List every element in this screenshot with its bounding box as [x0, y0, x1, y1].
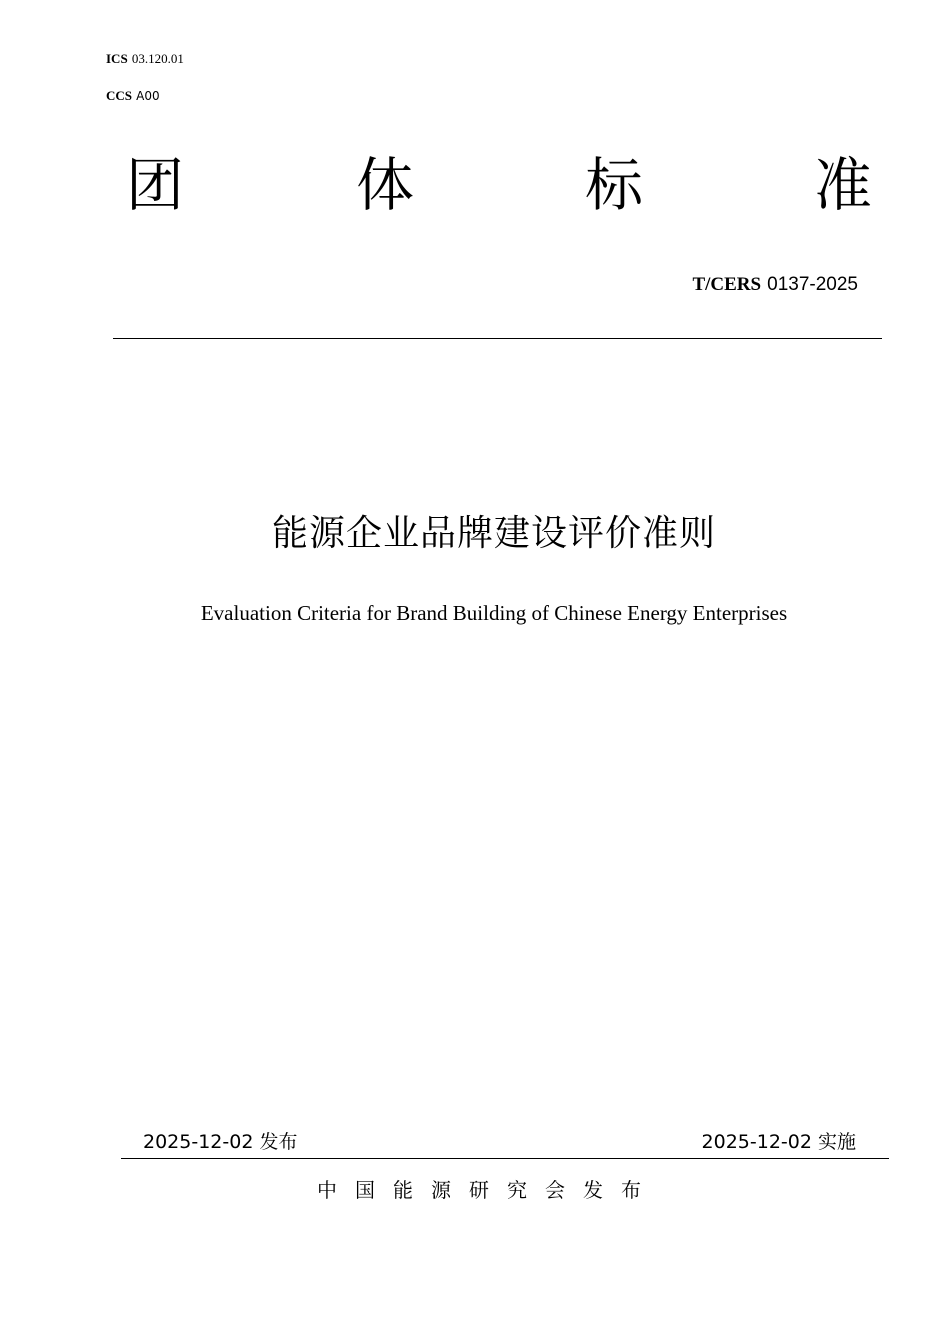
standard-type-char-4: 准: [813, 151, 872, 219]
publish-date-line: [143, 1129, 297, 1155]
header-divider: [113, 338, 882, 339]
standard-type-char-3: 标: [584, 151, 643, 219]
ics-label: ICS: [106, 51, 128, 66]
ccs-classification: [106, 88, 160, 105]
ics-classification: [106, 51, 184, 68]
standard-code: [692, 272, 858, 297]
publish-date: 2025-12-02: [143, 1131, 254, 1153]
footer-divider: [121, 1158, 889, 1159]
publish-label: 发布: [259, 1131, 298, 1153]
standard-code-prefix: T/CERS: [692, 274, 762, 295]
standard-code-number: 0137-2025: [767, 274, 858, 295]
document-title-english: Evaluation Criteria for Brand Building of Chinese Energy Enterprises: [200, 601, 788, 625]
ics-value: 03.120.01: [131, 51, 184, 66]
implement-date-line: [702, 1129, 856, 1155]
implement-date: 2025-12-02: [701, 1131, 812, 1153]
standard-type-char-2: 体: [355, 151, 414, 219]
ccs-value: A00: [136, 89, 160, 103]
implement-label: 实施: [817, 1131, 856, 1153]
standard-type-char-1: 团: [125, 151, 184, 219]
document-title-chinese: 能源企业品牌建设评价准则: [271, 513, 716, 554]
publisher-name: 中国能源研究会发布: [317, 1178, 659, 1202]
ccs-label: CCS: [106, 88, 133, 103]
